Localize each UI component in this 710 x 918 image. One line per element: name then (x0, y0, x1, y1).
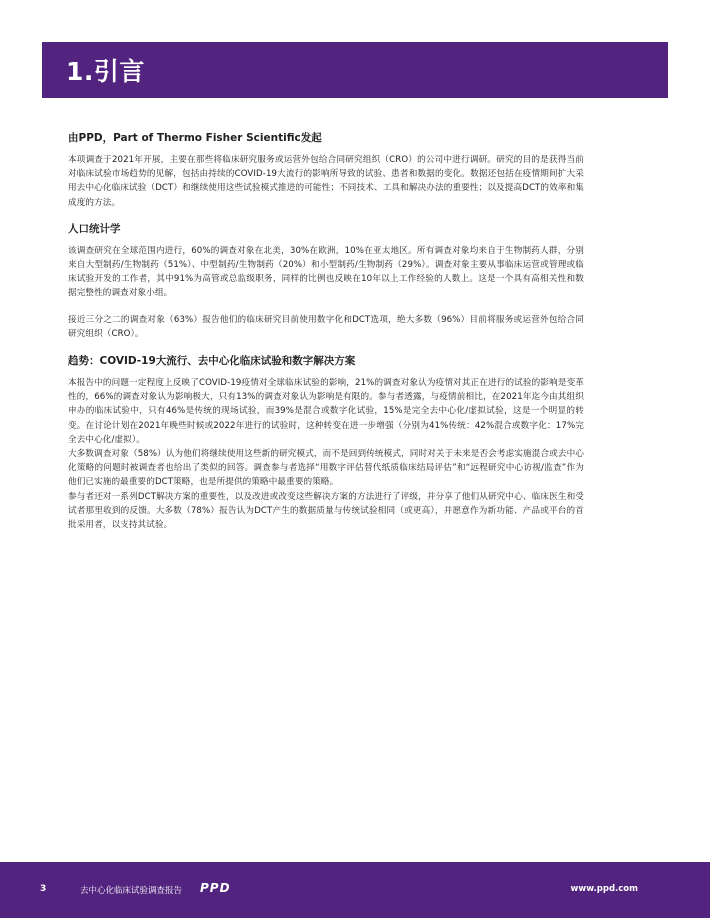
paragraph: 参与者还对一系列DCT解决方案的重要性，以及改进或改变这些解决方案的方法进行了评级，并分享了他们从研究中心、临床医生和受试者那里收到的反馈。大多数（78%）报告认为DCT产生的数据质量与传统试验相同（或更高），并愿意作为新功能、产品或平台的首批采用者，以支持其试验。 (68, 491, 584, 531)
footer-url-link[interactable]: www.ppd.com (570, 884, 638, 894)
paragraph: 本报告中的问题一定程度上反映了COVID-19疫情对全球临床试验的影响，21%的调查对象认为疫情对其正在进行的试验的影响是变革性的，66%的调查对象认为影响极大，只有13%的调查对象认为影响是有限的。参与者透露，与疫情前相比，在2021年迄今由其组织申办的临床试验中，只有46%是传统的现场试验，而39%是混合或数字化试验，15%是完全去中心化/虚拟试验，这是一个明显的转变。在讨论计划在2021年晚些时候或2022年进行的试验时，这种转变在进一步增强（分别为41%传统：42%混合或数字化：17%完全去中心化/虚拟）。 (68, 378, 584, 445)
title-banner (42, 42, 668, 98)
section-demographics (68, 221, 584, 341)
section-heading: 人口统计学 (68, 222, 121, 235)
section-sponsor (68, 130, 584, 210)
footer-doc-title: 去中心化临床试验调查报告 (80, 886, 183, 896)
page-footer (0, 862, 710, 918)
section-heading: 趋势：COVID-19大流行、去中心化临床试验和数字解决方案 (68, 355, 356, 368)
ppd-logo: PPD (200, 881, 231, 895)
paragraph: 大多数调查对象（58%）认为他们将继续使用这些新的研究模式，而不是回到传统模式，同时对关于未来是否会考虑实施混合或去中心化策略的问题时被调查者也给出了类似的回答。调查参与者选择“用数字评估替代纸质临床结局评估”和“远程研究中心访视/监查”作为他们已实施的最重要的DCT策略，也是所提供的策略中最重要的策略。 (68, 449, 584, 488)
section-heading: 由PPD，Part of Thermo Fisher Scientific发起 (68, 132, 322, 144)
paragraph: 该调查研究在全球范围内进行，60%的调查对象在北美，30%在欧洲，10%在亚太地区。所有调查对象均来自于生物制药人群，分别来自大型制药/生物制药（51%）、中型制药/生物制药（20%）和小型制药/生物制药（29%）。调查对象主要从事临床运营或管理或临床试验开发的工作者，其中91%为高管或总监级职务，同样的比例也反映在10年以上工作经验的人数上。这是一个具有高相关性和数据完整性的调查对象小组。 (68, 245, 584, 299)
page-title: 1.引言 (66, 57, 145, 86)
paragraph: 本项调查于2021年开展，主要在那些将临床研究服务或运营外包给合同研究组织（CRO）的公司中进行调研。研究的目的是获得当前对临床试验市场趋势的见解，包括由持续的COVID-19大流行的影响所导致的试验、患者和数据的变化。数据还包括在疫情期间扩大采用去中心化临床试验（DCT）和继续使用这些试验模式推进的可能性；不同技术、工具和解决办法的重要性；以及提高DCT的效率和集成度的方法。 (68, 155, 584, 208)
section-trends (68, 353, 584, 532)
main-content (68, 130, 584, 532)
page-number: 3 (40, 884, 47, 894)
paragraph: 接近三分之二的调查对象（63%）报告他们的临床研究目前使用数字化和DCT选项，绝大多数（96%）目前将服务或运营外包给合同研究组织（CRO）。 (68, 314, 584, 339)
